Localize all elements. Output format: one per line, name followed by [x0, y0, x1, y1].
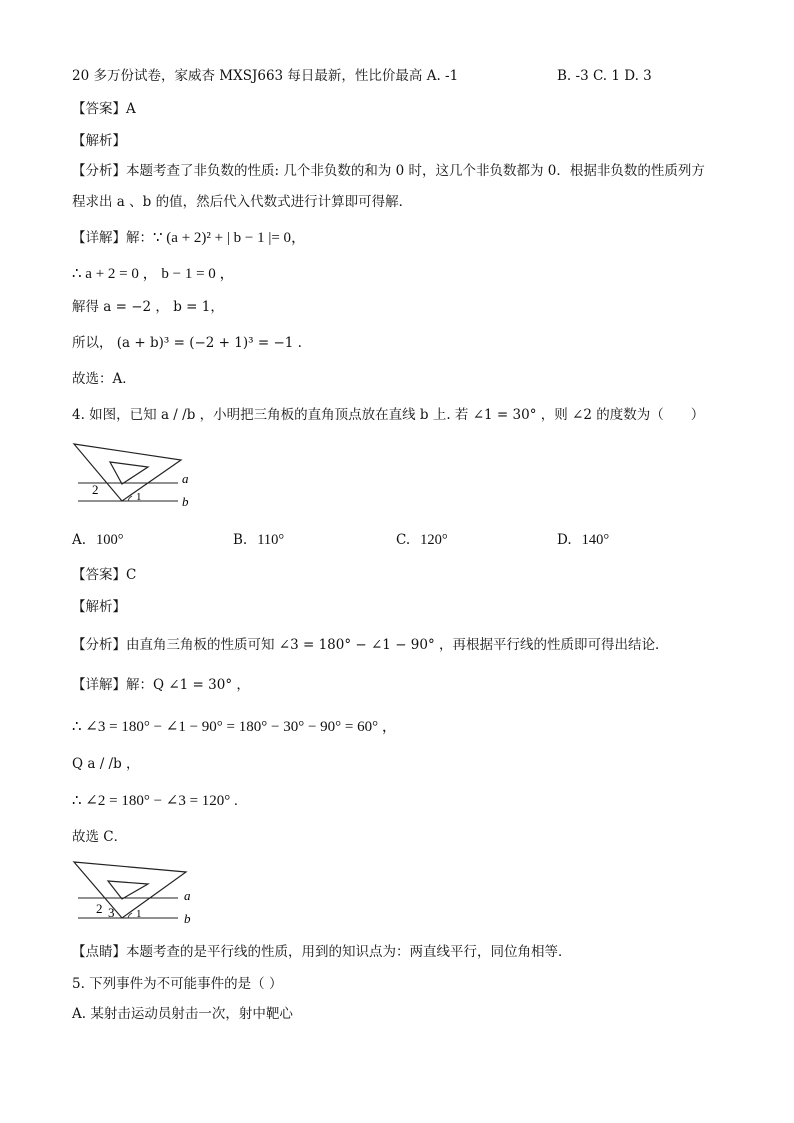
q3-detail — [72, 229, 306, 247]
q3-answer: 【答案】A — [72, 101, 136, 117]
q4-step2: Q a / /b ， — [72, 756, 140, 772]
q4-option-b: B. 110° — [233, 532, 285, 548]
label-3: 3 — [108, 905, 115, 920]
q4-option-a: A. 100° — [72, 532, 124, 548]
q4-step3: ∴ ∠2 = 180° − ∠3 = 120° . — [72, 793, 238, 809]
q5-option-a: A. 某射击运动员射击一次，射中靶心 — [72, 1006, 293, 1022]
triangle-figure-1 — [70, 438, 210, 514]
q3-analysis-tag: 【解析】 — [72, 133, 126, 149]
q3-step2: 解得 a = −2 ， b = 1， — [72, 299, 224, 315]
q3-conclusion: 故选：A． — [72, 371, 136, 387]
q3-step1: ∴ a + 2 = 0 ， b − 1 = 0 ， — [72, 266, 235, 282]
q4-stem: 4. 如图，已知 a / /b ，小明把三角板的直角顶点放在直线 b 上. 若 ∠1 = 30° ，则 ∠2 的度数为（ ） — [72, 407, 705, 423]
q4-answer: 【答案】C — [72, 567, 137, 583]
label-1: 1 — [136, 491, 142, 503]
outer-triangle — [74, 444, 181, 501]
q4-option-d: D. 140° — [557, 532, 610, 548]
q3-detail-eq: ∵ (a + 2)² + | b − 1 |= 0， — [153, 230, 307, 246]
q4-detail: 【详解】解：Q ∠1 = 30° ， — [72, 677, 250, 693]
q4-analysis: 【分析】由直角三角板的性质可知 ∠3 = 180° − ∠1 − 90° ，再根据平行线的性质即可得出结论． — [72, 637, 669, 653]
inner-triangle — [110, 462, 148, 484]
q3-analysis: 【分析】本题考查了非负数的性质: 几个非负数的和为 0 时，这几个非负数都为 0．根据非负数的性质列方 — [72, 163, 705, 179]
header-options: B. -3 C. 1 D. 3 — [557, 68, 652, 84]
header-text: 20 多万份试卷，家威杏 MXSJ663 每日最新，性比价最高 A. -1 — [72, 68, 459, 84]
label-2: 2 — [92, 482, 99, 497]
label-1-b: 1 — [136, 908, 142, 920]
label-a: a — [182, 471, 189, 486]
label-2-b: 2 — [96, 901, 103, 916]
q4-comment: 【点睛】本题考查的是平行线的性质，用到的知识点为：两直线平行，同位角相等． — [72, 944, 572, 960]
q4-step1: ∴ ∠3 = 180° − ∠1 − 90° = 180° − 30° − 90° = 60° ， — [72, 719, 397, 735]
q4-conclusion: 故选 C． — [72, 829, 128, 845]
q3-analysis-cont: 程求出 a 、b 的值，然后代入代数式进行计算即可得解． — [72, 194, 413, 210]
q4-option-c: C. 120° — [396, 532, 448, 548]
q4-analysis-tag: 【解析】 — [72, 599, 126, 615]
triangle-figure-2 — [70, 858, 210, 934]
outer-triangle-2 — [74, 862, 186, 918]
q5-stem: 5. 下列事件为不可能事件的是（ ） — [72, 976, 283, 992]
label-a-2: a — [184, 888, 191, 903]
q3-detail-tag: 【详解】解： — [72, 230, 153, 246]
label-b-2: b — [184, 911, 191, 926]
q3-step3: 所以， (a + b)³ = (−2 + 1)³ = −1 . — [72, 335, 302, 351]
label-b: b — [182, 494, 189, 509]
inner-triangle-2 — [108, 881, 148, 899]
